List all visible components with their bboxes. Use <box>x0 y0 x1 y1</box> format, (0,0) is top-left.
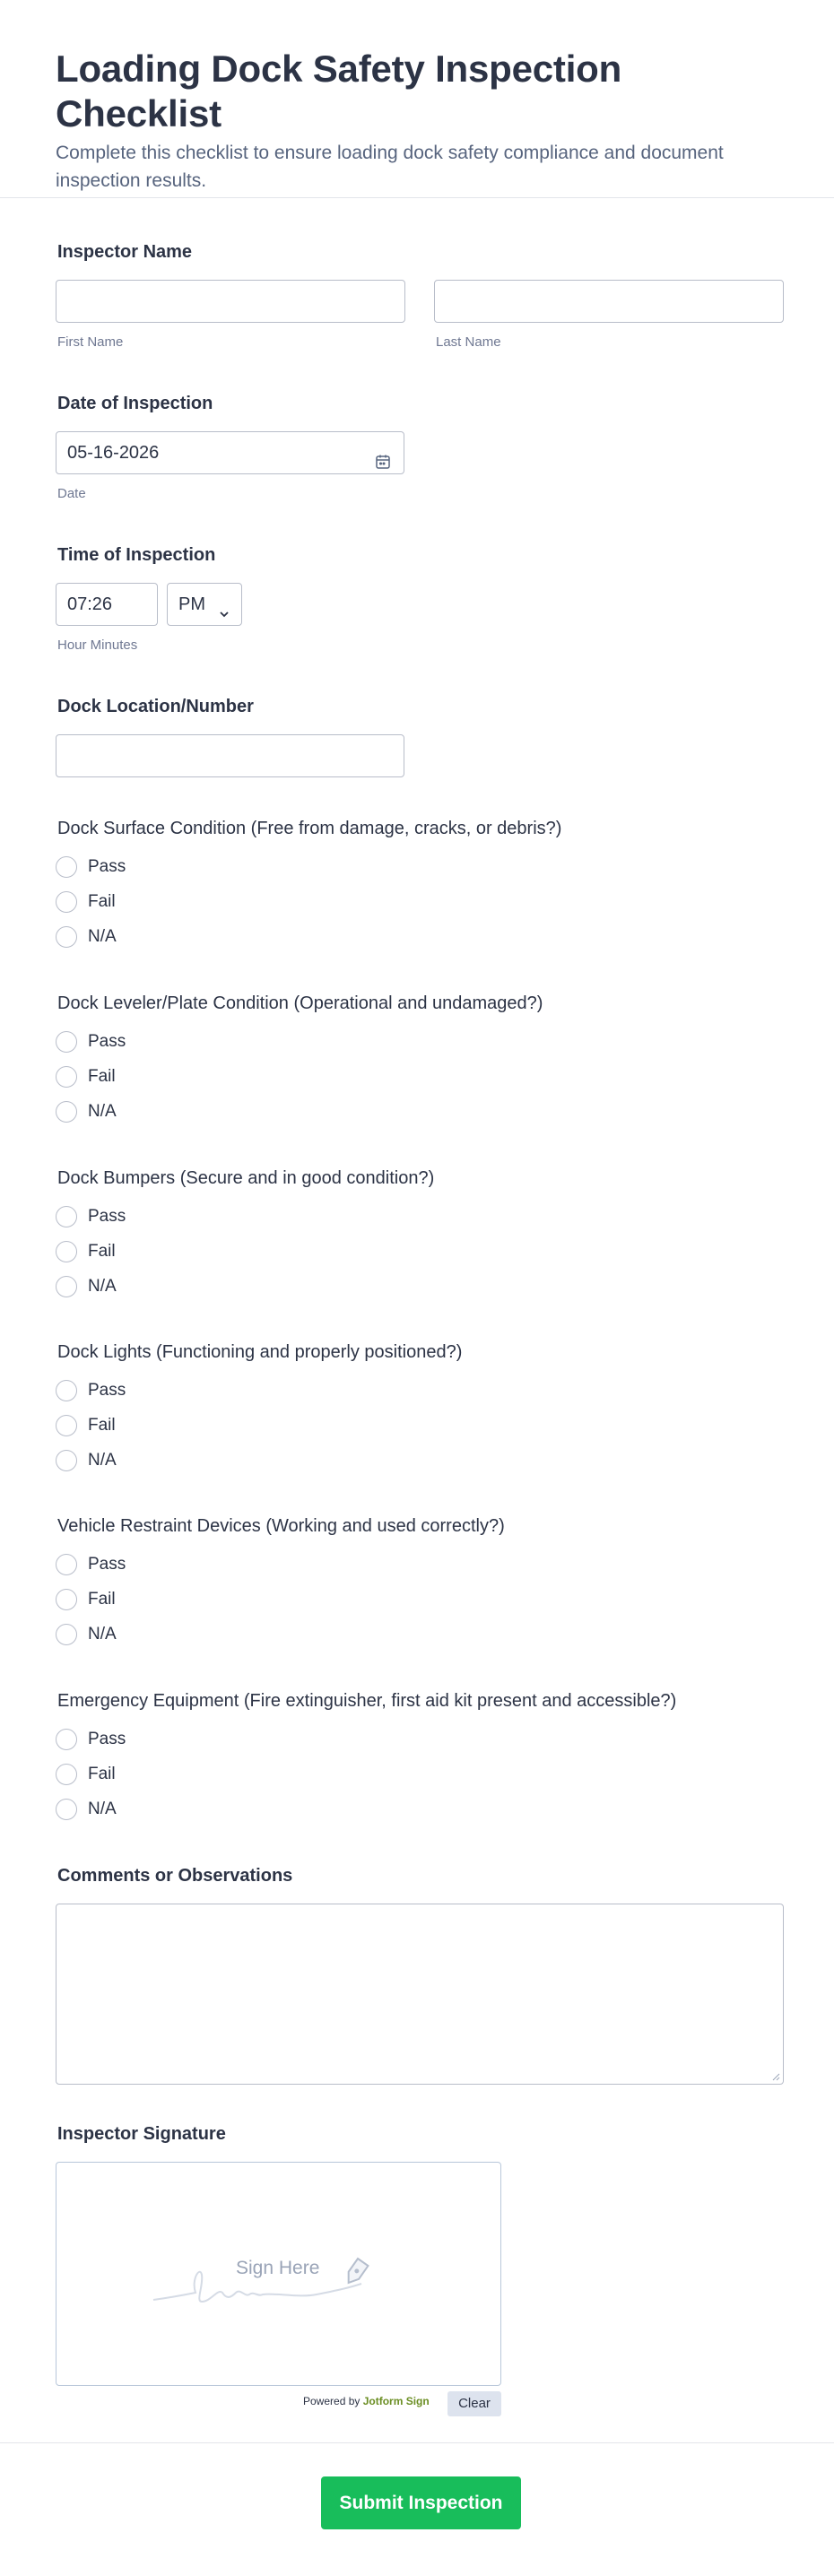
radio-option-label[interactable]: Pass <box>88 857 126 876</box>
first-name-sublabel: First Name <box>57 334 124 350</box>
radio-button[interactable] <box>56 1589 77 1610</box>
radio-option-label[interactable]: Fail <box>88 1242 116 1261</box>
radio-option-label[interactable]: Fail <box>88 892 116 911</box>
radio-option-label[interactable]: N/A <box>88 927 117 946</box>
submit-button[interactable]: Submit Inspection <box>321 2476 521 2529</box>
last-name-input[interactable] <box>434 280 784 323</box>
ampm-value: PM <box>178 594 205 614</box>
radio-option-label[interactable]: N/A <box>88 1625 117 1644</box>
radio-button[interactable] <box>56 1764 77 1785</box>
form-header <box>0 0 834 198</box>
radio-button[interactable] <box>56 1380 77 1401</box>
question-emergency-equipment <box>56 1688 791 1823</box>
radio-option-na[interactable] <box>56 1798 117 1821</box>
dock-location-input[interactable] <box>56 734 404 777</box>
signature-label: Inspector Signature <box>57 2124 226 2144</box>
date-sublabel: Date <box>57 486 86 501</box>
signature-placeholder: Sign Here <box>236 2258 320 2278</box>
radio-button[interactable] <box>56 1729 77 1750</box>
radio-option-fail[interactable] <box>56 1065 116 1089</box>
radio-button[interactable] <box>56 1241 77 1262</box>
radio-button[interactable] <box>56 1101 77 1123</box>
radio-button[interactable] <box>56 1554 77 1575</box>
date-label: Date of Inspection <box>57 394 213 413</box>
date-value: 05-16-2026 <box>67 443 160 463</box>
radio-option-na[interactable] <box>56 1100 117 1123</box>
inspector-name-label: Inspector Name <box>57 242 193 262</box>
radio-button[interactable] <box>56 856 77 878</box>
radio-option-label[interactable]: Fail <box>88 1416 116 1435</box>
last-name-sublabel: Last Name <box>436 334 501 350</box>
radio-option-fail[interactable] <box>56 1588 116 1611</box>
time-sublabel: Hour Minutes <box>57 637 138 653</box>
radio-option-na[interactable] <box>56 1623 117 1646</box>
comments-label: Comments or Observations <box>57 1866 293 1886</box>
form-title: Loading Dock Safety Inspection Checklist <box>56 48 622 134</box>
radio-option-fail[interactable] <box>56 1240 116 1263</box>
resize-grip-icon[interactable] <box>771 2072 780 2081</box>
question-label: Dock Bumpers (Secure and in good condition?) <box>57 1168 435 1188</box>
comments-textarea[interactable] <box>56 1904 784 2085</box>
radio-option-label[interactable]: N/A <box>88 1800 117 1818</box>
radio-option-na[interactable] <box>56 1275 117 1298</box>
time-value: 07:26 <box>67 594 113 614</box>
time-field <box>56 542 325 659</box>
radio-option-pass[interactable] <box>56 1553 126 1576</box>
radio-button[interactable] <box>56 1450 77 1471</box>
chevron-down-icon <box>218 594 230 636</box>
signature-pad[interactable] <box>56 2162 501 2386</box>
radio-option-label[interactable]: Pass <box>88 1207 126 1226</box>
time-label: Time of Inspection <box>57 545 216 565</box>
date-field <box>56 391 414 507</box>
calendar-icon[interactable] <box>375 444 391 485</box>
dock-location-field <box>56 694 414 784</box>
question-dock-surface <box>56 816 791 950</box>
dock-location-label: Dock Location/Number <box>57 697 254 716</box>
radio-option-label[interactable]: Pass <box>88 1032 126 1051</box>
date-input[interactable] <box>56 431 404 474</box>
radio-button[interactable] <box>56 1624 77 1645</box>
radio-button[interactable] <box>56 891 77 913</box>
radio-option-label[interactable]: N/A <box>88 1277 117 1296</box>
radio-button[interactable] <box>56 926 77 948</box>
radio-option-label[interactable]: Fail <box>88 1590 116 1609</box>
radio-button[interactable] <box>56 1031 77 1053</box>
question-dock-leveler <box>56 991 791 1125</box>
radio-button[interactable] <box>56 1415 77 1436</box>
question-dock-lights <box>56 1340 791 1474</box>
radio-option-fail[interactable] <box>56 1763 116 1786</box>
comments-field <box>56 1863 791 2096</box>
question-label: Dock Leveler/Plate Condition (Operational and undamaged?) <box>57 993 543 1013</box>
radio-option-pass[interactable] <box>56 1379 126 1402</box>
radio-option-label[interactable]: Pass <box>88 1381 126 1400</box>
radio-option-label[interactable]: N/A <box>88 1102 117 1121</box>
radio-option-fail[interactable] <box>56 1414 116 1437</box>
radio-button[interactable] <box>56 1066 77 1088</box>
radio-option-label[interactable]: Pass <box>88 1555 126 1574</box>
radio-option-pass[interactable] <box>56 1205 126 1228</box>
radio-option-label[interactable]: Fail <box>88 1765 116 1783</box>
signature-field <box>56 2121 791 2417</box>
radio-option-na[interactable] <box>56 1449 117 1472</box>
form-subtitle: Complete this checklist to ensure loading dock safety compliance and document inspection results. <box>56 143 724 191</box>
powered-prefix: Powered by <box>303 2395 361 2407</box>
ampm-select[interactable] <box>167 583 242 626</box>
question-label: Emergency Equipment (Fire extinguisher, first aid kit present and accessible?) <box>57 1691 677 1711</box>
jotform-sign-brand: Jotform Sign <box>362 2395 430 2407</box>
radio-option-fail[interactable] <box>56 890 116 914</box>
radio-option-pass[interactable] <box>56 855 126 879</box>
radio-button[interactable] <box>56 1206 77 1227</box>
radio-option-label[interactable]: Pass <box>88 1730 126 1748</box>
question-label: Dock Surface Condition (Free from damage, cracks, or debris?) <box>57 819 562 838</box>
question-vehicle-restraint <box>56 1514 791 1648</box>
question-dock-bumpers <box>56 1166 791 1300</box>
radio-option-label[interactable]: Fail <box>88 1067 116 1086</box>
radio-button[interactable] <box>56 1276 77 1297</box>
time-hour-minute-input[interactable] <box>56 583 158 626</box>
radio-option-label[interactable]: N/A <box>88 1451 117 1470</box>
inspector-name-field <box>56 239 791 356</box>
question-label: Vehicle Restraint Devices (Working and used correctly?) <box>57 1516 505 1536</box>
radio-option-pass[interactable] <box>56 1728 126 1751</box>
radio-option-pass[interactable] <box>56 1030 126 1054</box>
radio-button[interactable] <box>56 1799 77 1820</box>
first-name-input[interactable] <box>56 280 405 323</box>
clear-signature-button[interactable]: Clear <box>447 2391 501 2416</box>
radio-option-na[interactable] <box>56 925 117 949</box>
question-label: Dock Lights (Functioning and properly positioned?) <box>57 1342 463 1362</box>
footer-divider <box>0 2442 834 2443</box>
powered-by-text <box>303 2395 430 2407</box>
